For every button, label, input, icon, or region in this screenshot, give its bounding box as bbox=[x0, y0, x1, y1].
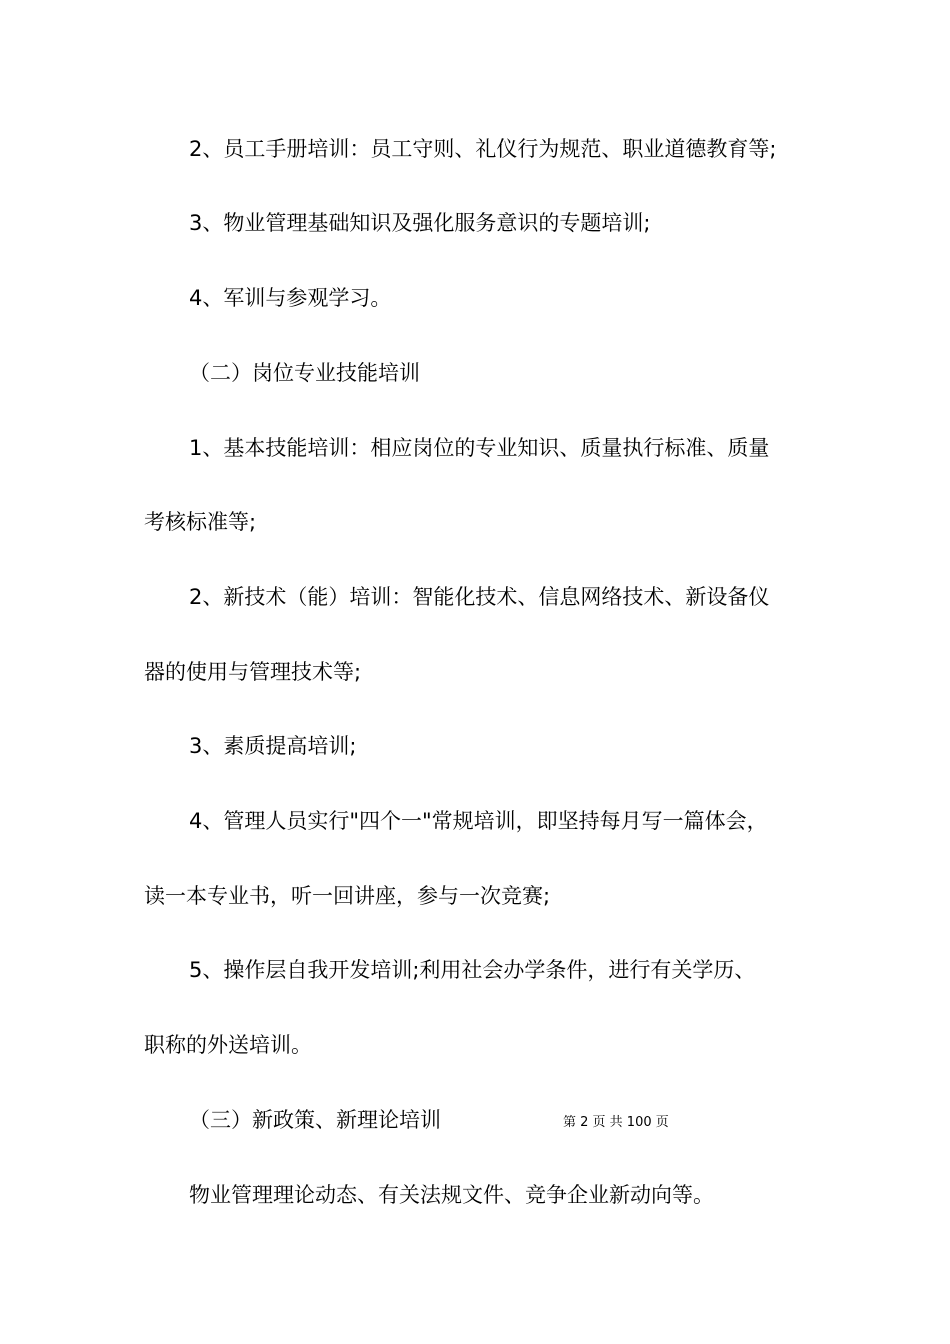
paragraph-line: 职称的外送培训。 bbox=[144, 1033, 312, 1057]
paragraph-line: 3、素质提高培训; bbox=[189, 734, 357, 758]
paragraph-line: 3、物业管理基础知识及强化服务意识的专题培训; bbox=[189, 211, 651, 235]
page-number: 第 2 页 共 100 页 bbox=[563, 1115, 669, 1130]
paragraph-line: 4、军训与参观学习。 bbox=[189, 286, 392, 310]
paragraph-line: 5、操作层自我开发培训;利用社会办学条件，进行有关学历、 bbox=[189, 958, 756, 982]
paragraph-line: 1、基本技能培训：相应岗位的专业知识、质量执行标准、质量 bbox=[189, 436, 770, 460]
paragraph-line: 物业管理理论动态、有关法规文件、竞争企业新动向等。 bbox=[189, 1183, 714, 1207]
section-heading: （三）新政策、新理论培训 bbox=[189, 1108, 441, 1132]
paragraph-line: 考核标准等; bbox=[144, 510, 257, 534]
paragraph-line: 2、员工手册培训：员工守则、礼仪行为规范、职业道德教育等; bbox=[189, 137, 777, 161]
paragraph-line: 器的使用与管理技术等; bbox=[144, 660, 362, 684]
paragraph-line: 读一本专业书，听一回讲座，参与一次竞赛; bbox=[144, 884, 551, 908]
paragraph-line: 4、管理人员实行"四个一"常规培训，即坚持每月写一篇体会， bbox=[189, 809, 768, 833]
paragraph-line: 2、新技术（能）培训：智能化技术、信息网络技术、新设备仪 bbox=[189, 585, 770, 609]
section-heading: （二）岗位专业技能培训 bbox=[189, 361, 420, 385]
